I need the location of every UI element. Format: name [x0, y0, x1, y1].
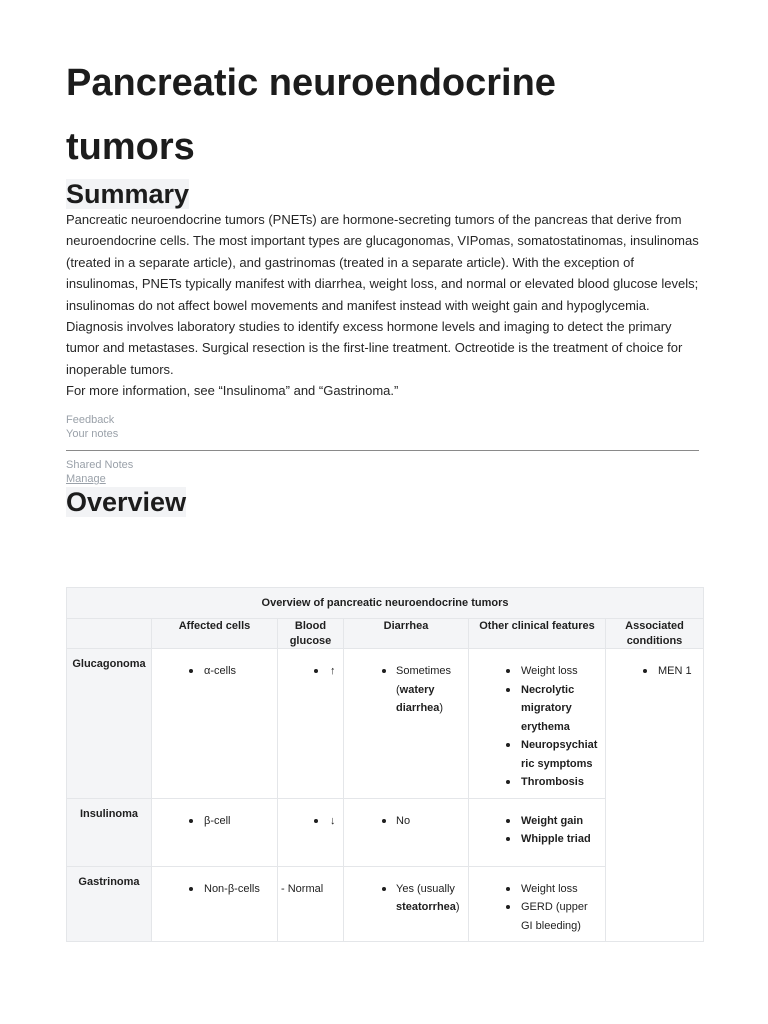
cell-affected-cells [152, 649, 278, 799]
cell-other-features [469, 649, 606, 799]
shared-notes-label: Shared Notes [66, 458, 134, 471]
list-item: Sometimes (watery diarrhea) [344, 662, 464, 718]
page-title [66, 0, 703, 179]
cell-diarrhea [344, 649, 469, 799]
overview-heading: Overview [66, 486, 187, 517]
glucose-up-arrow: ↑ [278, 662, 339, 681]
your-notes-link[interactable]: Your notes [66, 428, 119, 441]
cell-other-features [469, 866, 606, 942]
glucose-normal: - Normal [281, 882, 324, 895]
table-header-row [67, 619, 704, 649]
list-item: Thrombosis [469, 773, 601, 792]
row-name-glucagonoma: Glucagonoma [67, 649, 152, 799]
list-item: β-cell [152, 812, 273, 831]
cell-diarrhea [344, 866, 469, 942]
list-item: Neuropsychiatric symptoms [469, 736, 601, 773]
header-associated-conditions: Associated conditions [606, 619, 704, 649]
cell-affected-cells [152, 866, 278, 942]
feedback-link[interactable]: Feedback [66, 413, 115, 426]
list-item: Weight loss [469, 880, 601, 899]
list-item: Non-β-cells [152, 880, 273, 899]
table-row [67, 649, 704, 799]
list-item: Weight gain [469, 812, 601, 831]
list-item: MEN 1 [606, 662, 699, 681]
header-blood-glucose: Blood glucose [278, 619, 344, 649]
notes-divider [66, 450, 699, 451]
cell-blood-glucose [278, 649, 344, 799]
list-item: Yes (usually steatorrhea) [344, 880, 464, 917]
manage-link[interactable]: Manage [66, 473, 106, 486]
title-line-1: Pancreatic neuroendocrine [66, 62, 556, 104]
header-affected-cells: Affected cells [152, 619, 278, 649]
summary-paragraph: Pancreatic neuroendocrine tumors (PNETs) are hormone-secreting tumors of the pancreas that derive from neuroendocrine cells. The most important types are glucagonomas, VIPomas, somatostatinomas, insulinomas (treated in a separate article), and gastrinomas (treated in a separate article). With the exception of insulinomas, PNETs typically manifest with diarrhea, weight loss, and normal or elevated blood glucose levels; insulinomas do not affect bowel movements and manifest instead with weight gain and hypoglycemia. Diagnosis involves laboratory studies to identify excess hormone levels and imaging to detect the primary tumor and metastases. Surgical resection is the first-line treatment. Octreotide is the treatment of choice for inoperable tumors. [66, 212, 699, 377]
overview-table [66, 587, 704, 942]
header-empty [67, 619, 152, 649]
row-name-gastrinoma: Gastrinoma [67, 866, 152, 942]
cell-blood-glucose [278, 866, 344, 942]
more-info-paragraph[interactable]: For more information, see “Insulinoma” and “Gastrinoma.” [66, 383, 399, 399]
article-content [66, 0, 703, 517]
list-item: Weight loss [469, 662, 601, 681]
list-item: α-cells [152, 662, 273, 681]
header-diarrhea: Diarrhea [344, 619, 469, 649]
list-item: GERD (upper GI bleeding) [469, 898, 601, 935]
glucose-down-arrow: ↓ [278, 812, 339, 831]
header-other-features: Other clinical features [469, 619, 606, 649]
list-item: No [344, 812, 464, 831]
cell-blood-glucose [278, 798, 344, 866]
title-line-2: tumors [66, 126, 195, 168]
list-item: Necrolytic migratory erythema [469, 681, 601, 737]
cell-associated-conditions [606, 649, 704, 942]
table-caption: Overview of pancreatic neuroendocrine tumors [67, 588, 704, 619]
cell-affected-cells [152, 798, 278, 866]
list-item: Whipple triad [469, 830, 601, 849]
cell-other-features [469, 798, 606, 866]
cell-diarrhea [344, 798, 469, 866]
row-name-insulinoma: Insulinoma [67, 798, 152, 866]
summary-heading: Summary [66, 179, 190, 209]
